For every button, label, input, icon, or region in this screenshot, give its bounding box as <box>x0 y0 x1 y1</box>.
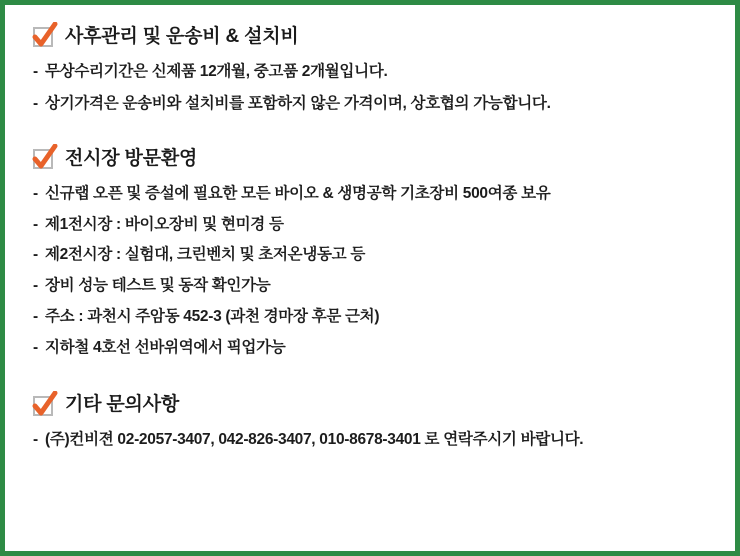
checkmark-box-icon <box>33 27 53 47</box>
section-after-service <box>33 27 711 115</box>
dash-marker: - <box>33 62 38 80</box>
bullet-list <box>33 62 711 115</box>
list-item <box>33 215 711 236</box>
section-title: 기타 문의사항 <box>65 394 180 416</box>
section-other-inquiries <box>33 395 711 451</box>
checkmark-box-icon <box>33 149 53 169</box>
list-item-text: 장비 성능 테스트 및 동작 확인가능 <box>45 277 271 295</box>
document-body <box>5 5 735 551</box>
list-item-text: 신규랩 오픈 및 증설에 필요한 모든 바이오 & 생명공학 기초장비 500여종 보유 <box>45 184 551 202</box>
section-header <box>33 149 711 170</box>
section-header <box>33 27 711 48</box>
dash-marker: - <box>33 215 38 233</box>
list-item <box>33 62 711 83</box>
list-item-text: 제2전시장 : 실험대, 크린벤치 및 초저온냉동고 등 <box>45 246 366 264</box>
list-item <box>33 338 711 359</box>
dash-marker: - <box>33 431 38 449</box>
list-item-text: 상기가격은 운송비와 설치비를 포함하지 않은 가격이며, 상호협의 가능합니다. <box>45 94 551 112</box>
section-header <box>33 395 711 416</box>
list-item-text: 제1전시장 : 바이오장비 및 현미경 등 <box>45 215 284 233</box>
section-title: 사후관리 및 운송비 & 설치비 <box>65 26 299 47</box>
dash-marker: - <box>33 184 38 202</box>
list-item-text: 지하철 4호선 선바위역에서 픽업가능 <box>45 339 286 357</box>
list-item <box>33 276 711 297</box>
section-showroom <box>33 149 711 359</box>
dash-marker: - <box>33 308 38 326</box>
list-item <box>33 307 711 328</box>
list-item <box>33 245 711 266</box>
dash-marker: - <box>33 277 38 295</box>
list-item-text: (주)컨비젼 02-2057-3407, 042-826-3407, 010-8678-3401 로 연락주시기 바랍니다. <box>45 431 584 449</box>
bullet-list <box>33 430 711 451</box>
bullet-list <box>33 184 711 360</box>
checkmark-box-icon <box>33 396 53 416</box>
dash-marker: - <box>33 246 38 264</box>
list-item <box>33 184 711 205</box>
dash-marker: - <box>33 339 38 357</box>
section-title: 전시장 방문환영 <box>65 147 198 169</box>
dash-marker: - <box>33 94 38 112</box>
list-item-text: 주소 : 과천시 주암동 452-3 (과천 경마장 후문 근처) <box>45 308 380 326</box>
list-item-text: 무상수리기간은 신제품 12개월, 중고품 2개월입니다. <box>45 62 388 80</box>
list-item <box>33 94 711 115</box>
list-item <box>33 430 711 451</box>
